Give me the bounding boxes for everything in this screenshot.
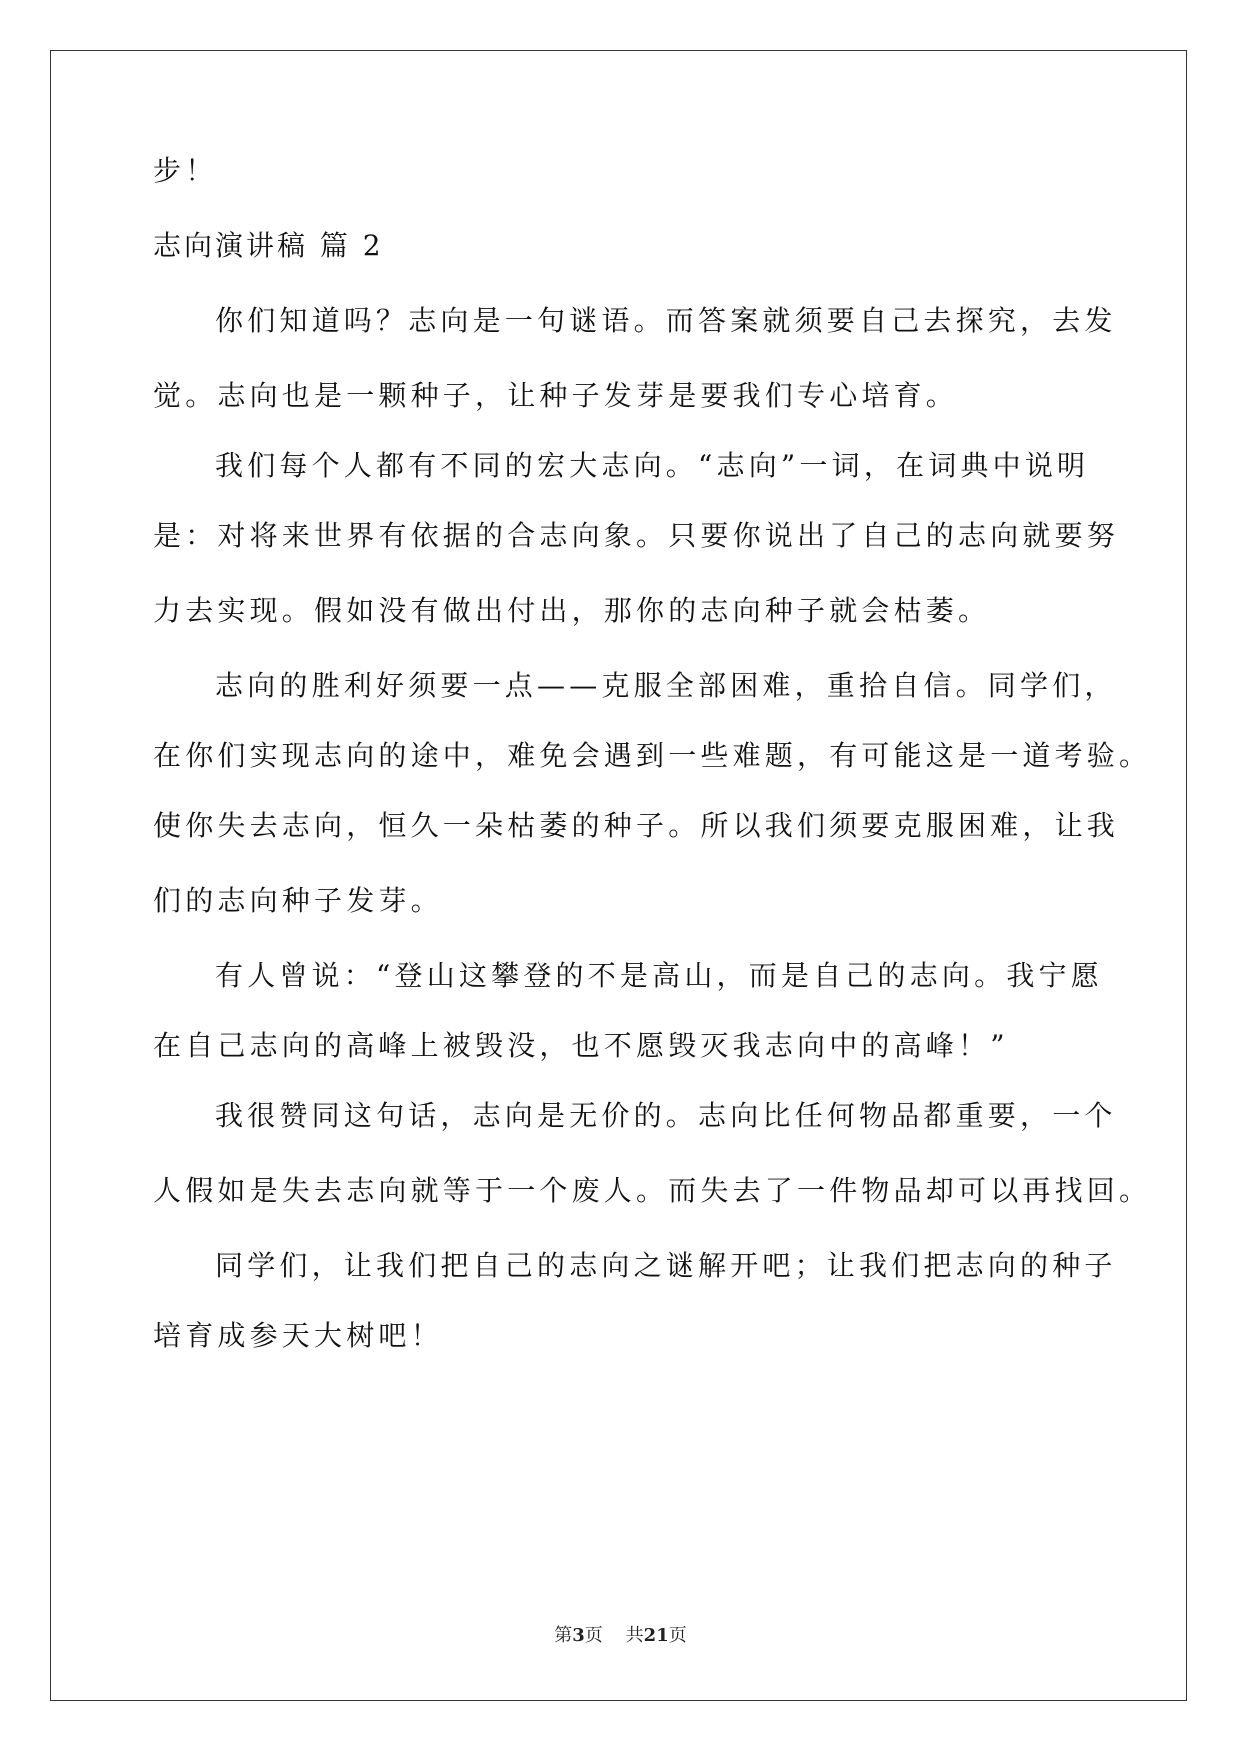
paragraph-line: 力去实现。假如没有做出付出，那你的志向种子就会枯萎。: [153, 594, 991, 627]
text-line: 步！: [153, 154, 218, 187]
paragraph-line: 我很赞同这句话，志向是无价的。志向比任何物品都重要，一个: [215, 1099, 1117, 1132]
paragraph-line: 有人曾说：“登山这攀登的不是高山，而是自己的志向。我宁愿: [215, 959, 1103, 992]
paragraph-line: 你们知道吗？志向是一句谜语。而答案就须要自己去探究，去发: [215, 304, 1117, 337]
section-heading: 志向演讲稿 篇 2: [153, 229, 384, 262]
total-label-suffix: 页: [668, 1625, 687, 1646]
paragraph-line: 觉。志向也是一颗种子，让种子发芽是要我们专心培育。: [153, 379, 959, 412]
page-label-suffix: 页: [584, 1625, 603, 1646]
paragraph-line: 我们每个人都有不同的宏大志向。“志向”一词，在词典中说明: [215, 449, 1090, 482]
page-frame: [50, 50, 1187, 1701]
paragraph-line: 志向的胜利好须要一点——克服全部困难，重拾自信。同学们，: [215, 669, 1117, 702]
paragraph-line: 是：对将来世界有依据的合志向象。只要你说出了自己的志向就要努: [153, 519, 1120, 552]
paragraph-line: 人假如是失去志向就等于一个废人。而失去了一件物品却可以再找回。: [153, 1174, 1152, 1207]
paragraph-line: 们的志向种子发芽。: [153, 884, 443, 917]
total-page-count: 21: [643, 1625, 669, 1646]
paragraph-line: 在你们实现志向的途中，难免会遇到一些难题，有可能这是一道考验。: [153, 739, 1152, 772]
current-page-number: 3: [572, 1625, 585, 1646]
paragraph-line: 使你失去志向，恒久一朵枯萎的种子。所以我们须要克服困难，让我: [153, 809, 1120, 842]
paragraph-line: 培育成参天大树吧！: [153, 1319, 443, 1352]
total-label-prefix: 共: [625, 1625, 644, 1646]
page-footer: [0, 1624, 1241, 1648]
paragraph-line: 同学们，让我们把自己的志向之谜解开吧；让我们把志向的种子: [215, 1249, 1117, 1282]
page-label-prefix: 第: [554, 1625, 573, 1646]
paragraph-line: 在自己志向的高峰上被毁没，也不愿毁灭我志向中的高峰！”: [153, 1029, 1009, 1062]
